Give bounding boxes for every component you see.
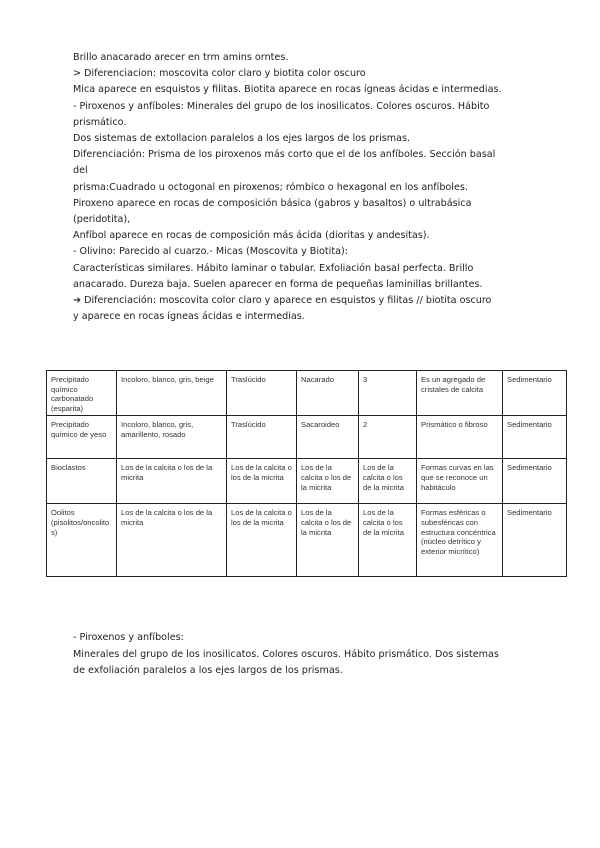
notes-text-top [73,50,543,325]
table-cell: Los de la calcita o los de la micrita [227,504,297,577]
text-line: prismático. [73,116,127,128]
table-row [47,371,567,416]
table-cell: Los de la calcita o los de la micrita [297,459,359,504]
notes-text-bottom [73,630,543,680]
text-line: Características similares. Hábito laminar o tabular. Exfoliación basal perfecta. Brillo [73,262,474,274]
text-line: del [73,165,88,177]
table-cell: Los de la calcita o los de la micrita [359,459,417,504]
table-cell: Incoloro, blanco, gris, beige [117,371,227,416]
table-cell: Traslúcido [227,371,297,416]
table-cell: Traslúcido [227,416,297,459]
table-cell: Precipitado químico de yeso [47,416,117,459]
table-cell: Oolitos (pisolitos/oncolitos) [47,504,117,577]
text-line: - Olivino: Parecido al cuarzo.- Micas (Moscovita y Biotita): [73,246,348,258]
text-line: - Piroxenos y anfíboles: Minerales del grupo de los inosilicatos. Colores oscuros. Hábito [73,100,490,112]
text-line: ➔ Diferenciación: moscovita color claro y aparece en esquistos y filitas // biotita oscuro [73,295,492,307]
text-line: prisma:Cuadrado u octogonal en piroxenos; rómbico o hexagonal en los anfíboles. [73,181,468,193]
table-cell: Sedimentario [503,416,567,459]
table-cell: Los de la calcita o los de la micrita [359,504,417,577]
table-cell: Nacarado [297,371,359,416]
table-cell: Sedimentario [503,371,567,416]
text-line: Minerales del grupo de los inosilicatos. Colores oscuros. Hábito prismático. Dos sistemas [73,648,499,660]
text-line: > Diferenciacion: moscovita color claro y biotita color oscuro [73,68,366,80]
table-cell: Los de la calcita o los de la micrita [117,459,227,504]
table-cell: Los de la calcita o los de la micrita [227,459,297,504]
text-line: Diferenciación: Prisma de los piroxenos más corto que el de los anfíboles. Sección basal [73,149,496,161]
table-row [47,459,567,504]
table-cell: Bioclastos [47,459,117,504]
table-cell: Prismático o fibroso [417,416,503,459]
text-line: y aparece en rocas ígneas ácidas e intermedias. [73,311,305,323]
table-row [47,504,567,577]
text-line: Anfíbol aparece en rocas de composición más ácida (dioritas y andesitas). [73,230,430,242]
table-cell: Formas curvas en las que se reconoce un habitáculo [417,459,503,504]
text-line: - Piroxenos y anfíboles: [73,632,184,643]
table-cell: Incoloro, blanco, gris, amarillento, rosado [117,416,227,459]
text-line: Mica aparece en esquistos y filitas. Biotita aparece en rocas ígneas ácidas e intermedias. [73,84,502,96]
text-line: anacarado. Dureza baja. Suelen aparecer en forma de pequeñas laminillas brillantes. [73,278,483,290]
table-cell: Sacaroideo [297,416,359,459]
text-line: Brillo anacarado arecer en trm amins orntes. [73,52,289,63]
table-cell: Los de la calcita o los de la micrita [297,504,359,577]
table-cell: Formas esféricas o subesféricas con estructura concéntrica (núcleo detrítico y exterior micrítico) [417,504,503,577]
text-line: Dos sistemas de extollacion paralelos a los ejes largos de los prismas. [73,133,411,145]
table-cell: Precipitado químico carbonatado (esparita) [47,371,117,416]
table-row [47,416,567,459]
table-cell: Sedimentario [503,504,567,577]
table-cell: 3 [359,371,417,416]
table-cell: Los de la calcita o los de la micrita [117,504,227,577]
rock-properties-table [46,370,567,577]
text-line: (peridotita), [73,214,131,226]
text-line: Piroxeno aparece en rocas de composición básica (gabros y basaltos) o ultrabásica [73,197,472,209]
table-cell: 2 [359,416,417,459]
table-cell: Es un agregado de cristales de calcita [417,371,503,416]
table-cell: Sedimentario [503,459,567,504]
text-line: de exfoliación paralelos a los ejes largos de los prismas. [73,665,343,676]
